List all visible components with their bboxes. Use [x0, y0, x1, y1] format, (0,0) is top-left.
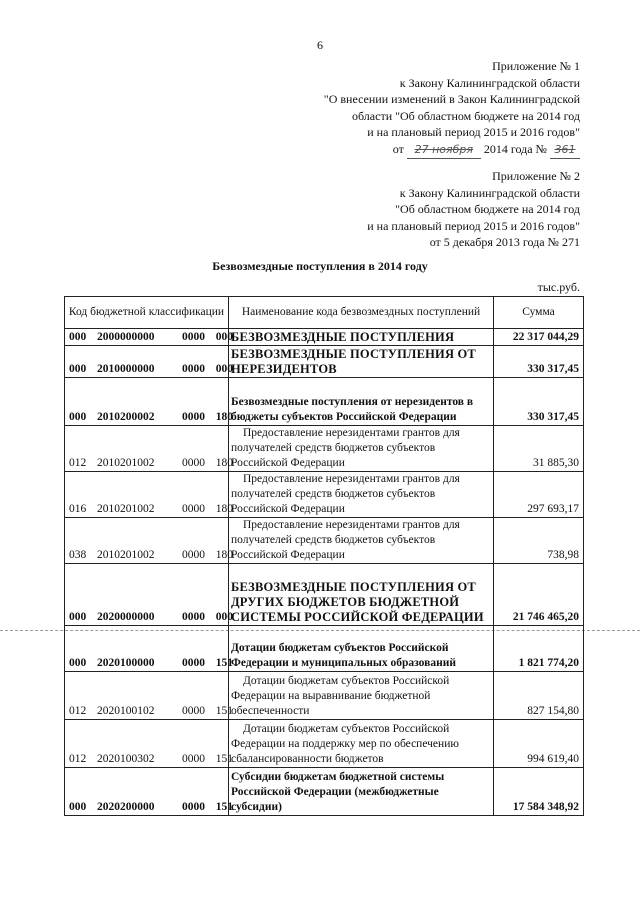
budget-code-cell [65, 518, 233, 564]
code-admin: 000 [69, 411, 87, 423]
code-admin: 012 [69, 457, 87, 469]
income-name-cell: Предоставление нерезидентами грантов для получателей средств бюджетов субъектов Российской Федерации [229, 472, 494, 518]
budget-table [64, 296, 584, 816]
code-econ: 180 [215, 411, 233, 423]
budget-code-cell [65, 768, 233, 816]
amount-cell: 31 885,30 [494, 426, 584, 472]
appendix-1-line: и на плановый период 2015 и 2016 годов" [367, 125, 580, 139]
appendix-2-line: Приложение № 2 [492, 169, 580, 183]
date-prefix: от [392, 141, 404, 156]
table-header-row [65, 297, 584, 329]
code-econ: 180 [215, 549, 233, 561]
code-main: 2020100000 [97, 657, 155, 669]
amount-cell: 330 317,45 [494, 346, 584, 378]
code-program: 0000 [182, 753, 205, 765]
budget-code-cell [65, 346, 233, 378]
table-row [65, 346, 584, 378]
amount-cell: 22 317 044,29 [494, 329, 584, 346]
amount-cell: 738,98 [494, 518, 584, 564]
code-program: 0000 [182, 331, 205, 343]
code-econ: 151 [215, 705, 233, 717]
code-admin: 000 [69, 611, 87, 623]
table-row [65, 426, 584, 472]
amount-cell: 827 154,80 [494, 672, 584, 720]
code-program: 0000 [182, 503, 205, 515]
table-row [65, 720, 584, 768]
units-label: тыс.руб. [537, 280, 580, 294]
date-year: 2014 года № [483, 141, 547, 156]
table-row [65, 378, 584, 426]
income-name-cell: БЕЗВОЗМЕЗДНЫЕ ПОСТУПЛЕНИЯ ОТ ДРУГИХ БЮДЖЕТОВ БЮДЖЕТНОЙ СИСТЕМЫ РОССИЙСКОЙ ФЕДЕРАЦИИ [229, 564, 494, 626]
budget-code-cell [65, 329, 233, 346]
table-row [65, 518, 584, 564]
code-main: 2020200000 [97, 801, 155, 813]
amount-cell: 994 619,40 [494, 720, 584, 768]
code-main: 2020000000 [97, 611, 155, 623]
code-econ: 180 [215, 457, 233, 469]
appendix-1-date-line [324, 141, 580, 160]
header-name: Наименование кода безвозмездных поступлений [229, 297, 494, 329]
code-main: 2020100302 [97, 753, 155, 765]
code-admin: 000 [69, 363, 87, 375]
code-program: 0000 [182, 705, 205, 717]
appendix-2-line: "Об областном бюджете на 2014 год [395, 202, 580, 216]
code-econ: 000 [215, 611, 233, 623]
income-name-cell: Дотации бюджетам субъектов Российской Федерации и муниципальных образований [229, 626, 494, 672]
appendix-2-line: к Закону Калининградской области [399, 185, 580, 200]
appendix-1-line: области "Об областном бюджете на 2014 год [352, 108, 580, 123]
appendix-1-line: "О внесении изменений в Закон Калининградской [323, 92, 580, 106]
budget-code-cell [65, 426, 233, 472]
code-econ: 151 [215, 753, 233, 765]
document-title: Безвозмездные поступления в 2014 году [212, 259, 428, 273]
budget-code-cell [65, 626, 233, 672]
appendix-1-header [324, 58, 580, 159]
income-name-cell: Безвозмездные поступления от нерезидентов в бюджеты субъектов Российской Федерации [229, 378, 494, 426]
code-admin: 012 [69, 705, 87, 717]
table-row [65, 564, 584, 626]
budget-code-cell [65, 564, 233, 626]
code-main: 2000000000 [97, 331, 155, 343]
header-code: Код бюджетной классификации [65, 297, 229, 329]
table-row [65, 768, 584, 816]
code-admin: 000 [69, 657, 87, 669]
amount-cell: 17 584 348,92 [494, 768, 584, 816]
code-program: 0000 [182, 411, 205, 423]
handwritten-date: 27 ноября [407, 142, 481, 160]
appendix-1-line: Приложение № 1 [492, 59, 580, 73]
appendix-1-line: к Закону Калининградской области [399, 75, 580, 90]
appendix-2-line: и на плановый период 2015 и 2016 годов" [367, 218, 580, 233]
income-name-cell: БЕЗВОЗМЕЗДНЫЕ ПОСТУПЛЕНИЯ [229, 329, 494, 346]
code-program: 0000 [182, 801, 205, 813]
income-name-cell: Предоставление нерезидентами грантов для получателей средств бюджетов субъектов Российской Федерации [229, 426, 494, 472]
amount-cell: 21 746 465,20 [494, 564, 584, 626]
code-econ: 000 [215, 331, 233, 343]
table-row [65, 472, 584, 518]
code-main: 2010201002 [97, 549, 155, 561]
code-admin: 012 [69, 753, 87, 765]
table-row [65, 329, 584, 346]
code-econ: 151 [215, 657, 233, 669]
budget-code-cell [65, 720, 233, 768]
income-name-cell: Дотации бюджетам субъектов Российской Федерации на выравнивание бюджетной обеспеченности [229, 672, 494, 720]
code-program: 0000 [182, 457, 205, 469]
code-main: 2020100102 [97, 705, 155, 717]
code-main: 2010201002 [97, 503, 155, 515]
budget-code-cell [65, 672, 233, 720]
amount-cell: 297 693,17 [494, 472, 584, 518]
code-admin: 000 [69, 801, 87, 813]
code-program: 0000 [182, 611, 205, 623]
budget-code-cell [65, 472, 233, 518]
appendix-2-line: от 5 декабря 2013 года № 271 [429, 235, 580, 249]
code-admin: 000 [69, 331, 87, 343]
handwritten-number: 361 [550, 142, 580, 160]
code-main: 2010201002 [97, 457, 155, 469]
code-program: 0000 [182, 657, 205, 669]
table-row [65, 626, 584, 672]
code-program: 0000 [182, 363, 205, 375]
income-name-cell: Дотации бюджетам субъектов Российской Федерации на поддержку мер по обеспечению сбалансированности бюджетов [229, 720, 494, 768]
appendix-2-header [367, 168, 580, 251]
code-admin: 016 [69, 503, 87, 515]
budget-code-cell [65, 378, 233, 426]
income-name-cell: БЕЗВОЗМЕЗДНЫЕ ПОСТУПЛЕНИЯ ОТ НЕРЕЗИДЕНТОВ [229, 346, 494, 378]
code-program: 0000 [182, 549, 205, 561]
amount-cell: 1 821 774,20 [494, 626, 584, 672]
table-row [65, 672, 584, 720]
page-number: 6 [317, 38, 323, 52]
header-sum: Сумма [494, 297, 584, 329]
code-econ: 180 [215, 503, 233, 515]
code-econ: 000 [215, 363, 233, 375]
table-body [65, 329, 584, 816]
income-name-cell: Предоставление нерезидентами грантов для получателей средств бюджетов субъектов Российской Федерации [229, 518, 494, 564]
code-admin: 038 [69, 549, 87, 561]
code-main: 2010200002 [97, 411, 155, 423]
income-name-cell: Субсидии бюджетам бюджетной системы Российской Федерации (межбюджетные субсидии) [229, 768, 494, 816]
code-econ: 151 [215, 801, 233, 813]
amount-cell: 330 317,45 [494, 378, 584, 426]
code-main: 2010000000 [97, 363, 155, 375]
